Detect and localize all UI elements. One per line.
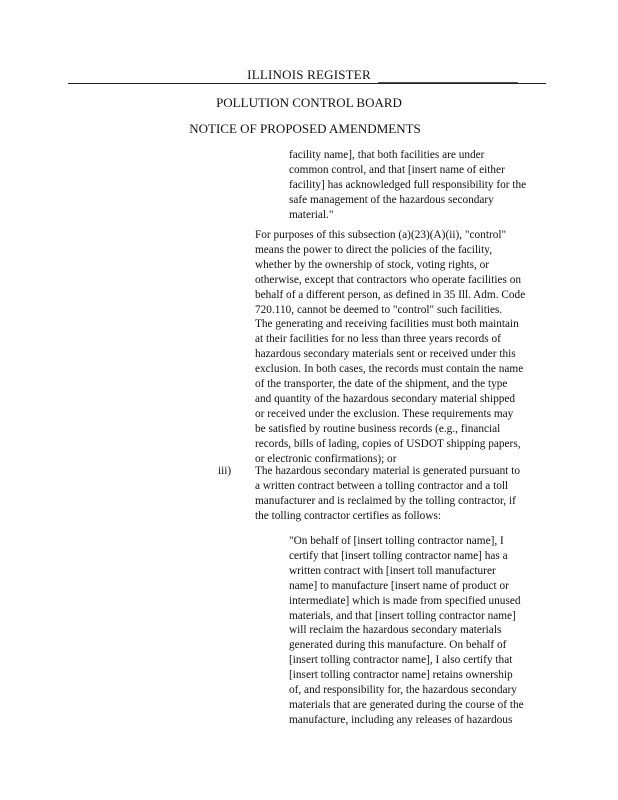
text-line: of the transporter, the date of the shipment, and the type [255, 378, 508, 391]
control-paragraph [255, 228, 555, 467]
text-line: whether by the ownership of stock, voting rights, or [255, 258, 490, 271]
text-line: common control, and that [insert name of either [289, 163, 505, 176]
text-line: manufacture, including any releases of hazardous [289, 713, 513, 726]
text-line: manufacturer and is reclaimed by the tolling contractor, if [255, 494, 516, 507]
text-line: and quantity of the hazardous secondary material shipped [255, 392, 516, 405]
text-line: records, bills of lading, copies of USDOT shipping papers, [255, 437, 521, 450]
text-line: otherwise, except that contractors who operate facilities on [255, 273, 522, 286]
text-line: 720.110, cannot be deemed to "control" such facilities. [255, 303, 503, 316]
board-name: POLLUTION CONTROL BOARD [216, 95, 402, 110]
text-line: name] to manufacture [insert name of product or [289, 579, 509, 592]
text-line: [insert tolling contractor name], I also certify that [289, 654, 513, 667]
text-line: the tolling contractor certifies as follows: [255, 509, 442, 522]
text-line: facility name], that both facilities are under [289, 149, 485, 161]
text-line: safe management of the hazardous secondary [289, 193, 494, 206]
item-iii-text [255, 464, 555, 524]
quote-bottom [289, 534, 559, 728]
text-line: means the power to direct the policies of the facility, [255, 243, 493, 256]
text-line: generated during this manufacture. On behalf of [289, 639, 507, 652]
text-line: material." [289, 208, 334, 221]
text-line: For purposes of this subsection (a)(23)(A)(ii), "control" [255, 229, 507, 241]
text-line: exclusion. In both cases, the records must contain the name [255, 363, 524, 376]
item-iii-label: iii) [218, 465, 232, 477]
text-line: be satisfied by routine business records (e.g., financial [255, 422, 501, 435]
text-line: materials that are generated during the course of the [289, 698, 524, 711]
text-line: written contract with [insert toll manufacturer [289, 564, 496, 577]
quote-top [289, 148, 559, 223]
text-line: materials, and that [insert tolling contractor name] [289, 609, 516, 622]
text-line: [insert tolling contractor name] retains ownership [289, 669, 513, 682]
text-line: will reclaim the hazardous secondary materials [289, 624, 502, 637]
notice-title: NOTICE OF PROPOSED AMENDMENTS [189, 121, 421, 136]
text-line: at their facilities for no less than three years records of [255, 333, 501, 346]
text-line: intermediate] which is made from specified unused [289, 594, 521, 607]
text-line: certify that [insert tolling contractor name] has a [289, 549, 508, 562]
text-line: or received under the exclusion. These requirements may [255, 407, 514, 420]
header-rule [68, 83, 546, 84]
text-line: The generating and receiving facilities must both maintain [255, 318, 519, 331]
text-line: The hazardous secondary material is generated pursuant to [255, 465, 521, 477]
text-line: facility] has acknowledged full responsibility for the [289, 178, 527, 191]
text-line: or electronic confirmations); or [255, 452, 397, 465]
header-rule-mark [378, 82, 518, 83]
text-line: "On behalf of [insert tolling contractor name], I [289, 535, 504, 547]
text-line: of, and responsibility for, the hazardous secondary [289, 684, 517, 697]
text-line: hazardous secondary materials sent or received under this [255, 348, 516, 361]
text-line: behalf of a different person, as defined in 35 Ill. Adm. Code [255, 288, 526, 301]
register-title: ILLINOIS REGISTER [247, 67, 371, 82]
text-line: a written contract between a tolling contractor and a toll [255, 479, 509, 492]
